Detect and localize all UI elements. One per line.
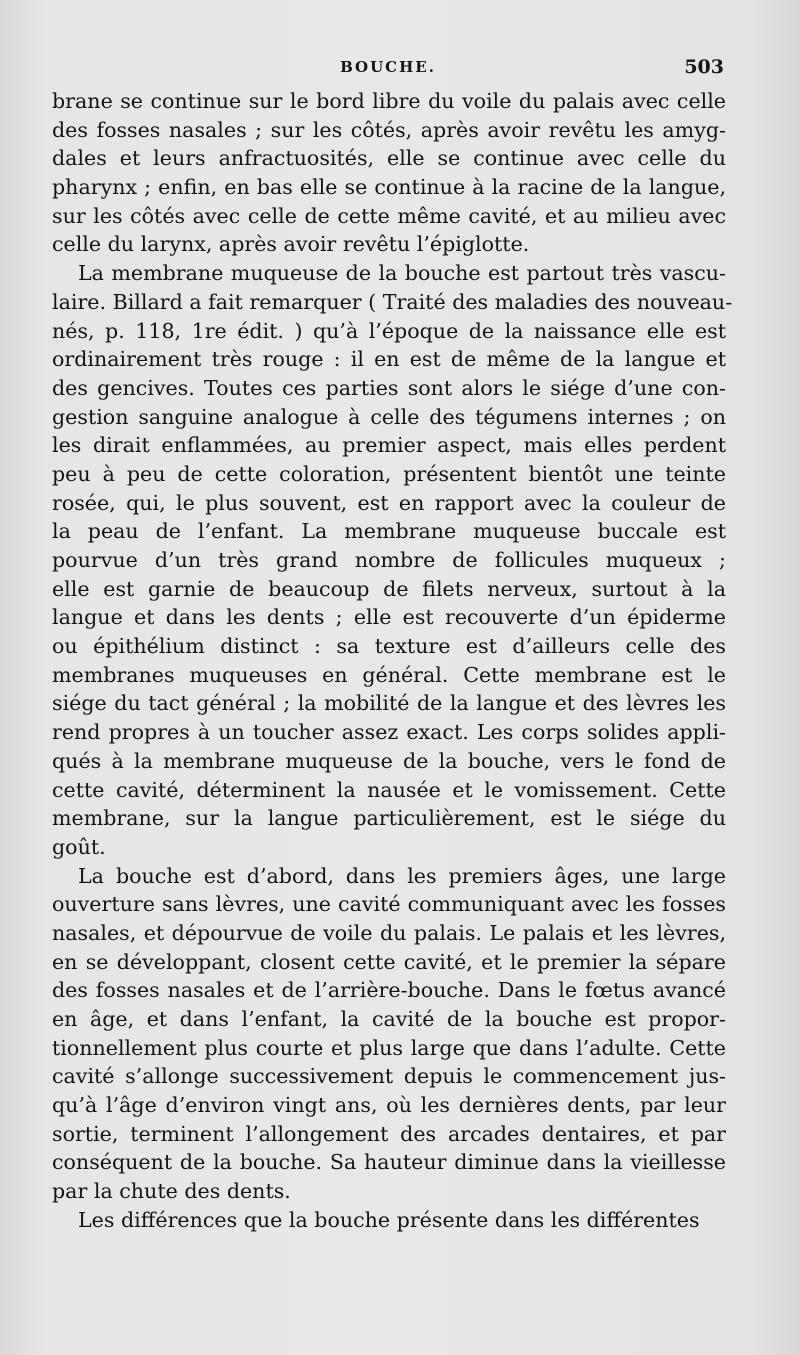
text-line: ordinairement très rouge : il en est de même de la langue et bbox=[52, 347, 726, 372]
text-line: celle du larynx, après avoir revêtu l’épiglotte. bbox=[52, 232, 530, 257]
text-line: rend propres à un toucher assez exact. Les corps solides appli- bbox=[52, 720, 726, 745]
text-line: peu à peu de cette coloration, présentent bientôt une teinte bbox=[52, 461, 726, 486]
text-line: Les différences que la bouche présente dans les différentes bbox=[78, 1207, 700, 1232]
text-line: La bouche est d’abord, dans les premiers âges, une large bbox=[78, 863, 726, 888]
text-line: conséquent de la bouche. Sa hauteur diminue dans la vieillesse bbox=[52, 1150, 726, 1175]
page-number: 503 bbox=[684, 56, 724, 78]
running-head: BOUCHE. bbox=[340, 58, 436, 76]
text-line: gestion sanguine analogue à celle des tégumens internes ; on bbox=[52, 404, 726, 429]
text-line: La membrane muqueuse de la bouche est partout très vascu- bbox=[78, 261, 726, 286]
paragraph bbox=[52, 259, 733, 861]
text-line: des gencives. Toutes ces parties sont alors le siége d’une con- bbox=[52, 375, 726, 400]
text-line: membrane, sur la langue particulièrement, est le siége du bbox=[52, 806, 726, 831]
text-line: goût. bbox=[52, 834, 106, 859]
text-line: en se développant, closent cette cavité, et le premier la sépare bbox=[52, 949, 726, 974]
text-line: la peau de l’enfant. La membrane muqueuse buccale est bbox=[52, 519, 726, 544]
text-line: en âge, et dans l’enfant, la cavité de la bouche est propor- bbox=[52, 1007, 726, 1031]
text-line: sortie, terminent l’allongement des arcades dentaires, et par bbox=[52, 1121, 726, 1146]
text-line: tionnellement plus courte et plus large que dans l’adulte. Cette bbox=[52, 1035, 726, 1060]
text-line: langue et dans les dents ; elle est recouverte d’un épiderme bbox=[52, 605, 726, 630]
text-line: dales et leurs anfractuosités, elle se continue avec celle du bbox=[52, 146, 726, 171]
page-header bbox=[52, 58, 724, 88]
text-line: des fosses nasales ; sur les côtés, après avoir revêtu les amyg- bbox=[52, 117, 726, 142]
text-line: nés, p. 118, 1re édit. ) qu’à l’époque de la naissance elle est bbox=[52, 318, 726, 343]
paragraph bbox=[52, 862, 726, 1206]
paragraph bbox=[52, 87, 726, 259]
text-line: qu’à l’âge d’environ vingt ans, où les dernières dents, par leur bbox=[52, 1093, 726, 1118]
text-line: elle est garnie de beaucoup de filets nerveux, surtout à la bbox=[52, 576, 726, 601]
text-line: sur les côtés avec celle de cette même cavité, et au milieu avec bbox=[52, 203, 726, 228]
text-line: des fosses nasales et de l’arrière-bouche. Dans le fœtus avancé bbox=[52, 978, 726, 1003]
text-line: pharynx ; enfin, en bas elle se continue à la racine de la langue, bbox=[52, 175, 726, 200]
text-line: laire. Billard a fait remarquer ( Traité des maladies des nouveau- bbox=[52, 289, 733, 314]
text-line: brane se continue sur le bord libre du voile du palais avec celle bbox=[52, 89, 726, 113]
text-line: siége du tact général ; la mobilité de la langue et des lèvres les bbox=[52, 691, 726, 716]
paragraph bbox=[52, 1206, 726, 1235]
text-line: par la chute des dents. bbox=[52, 1179, 291, 1204]
text-line: ouverture sans lèvres, une cavité communiquant avec les fosses bbox=[52, 892, 726, 917]
text-line: pourvue d’un très grand nombre de follicules muqueux ; bbox=[52, 548, 726, 572]
text-line: membranes muqueuses en général. Cette membrane est le bbox=[52, 662, 726, 687]
text-line: rosée, qui, le plus souvent, est en rapport avec la couleur de bbox=[52, 490, 726, 515]
text-line: ou épithélium distinct : sa texture est d’ailleurs celle des bbox=[52, 634, 726, 659]
text-line: cavité s’allonge successivement depuis le commencement jus- bbox=[52, 1064, 726, 1089]
text-line: qués à la membrane muqueuse de la bouche, vers le fond de bbox=[52, 748, 726, 773]
text-line: les dirait enflammées, au premier aspect, mais elles perdent bbox=[52, 433, 726, 458]
text-line: cette cavité, déterminent la nausée et le vomissement. Cette bbox=[52, 777, 726, 802]
text-line: nasales, et dépourvue de voile du palais. Le palais et les lèvres, bbox=[52, 920, 726, 945]
body-text bbox=[52, 87, 733, 1235]
